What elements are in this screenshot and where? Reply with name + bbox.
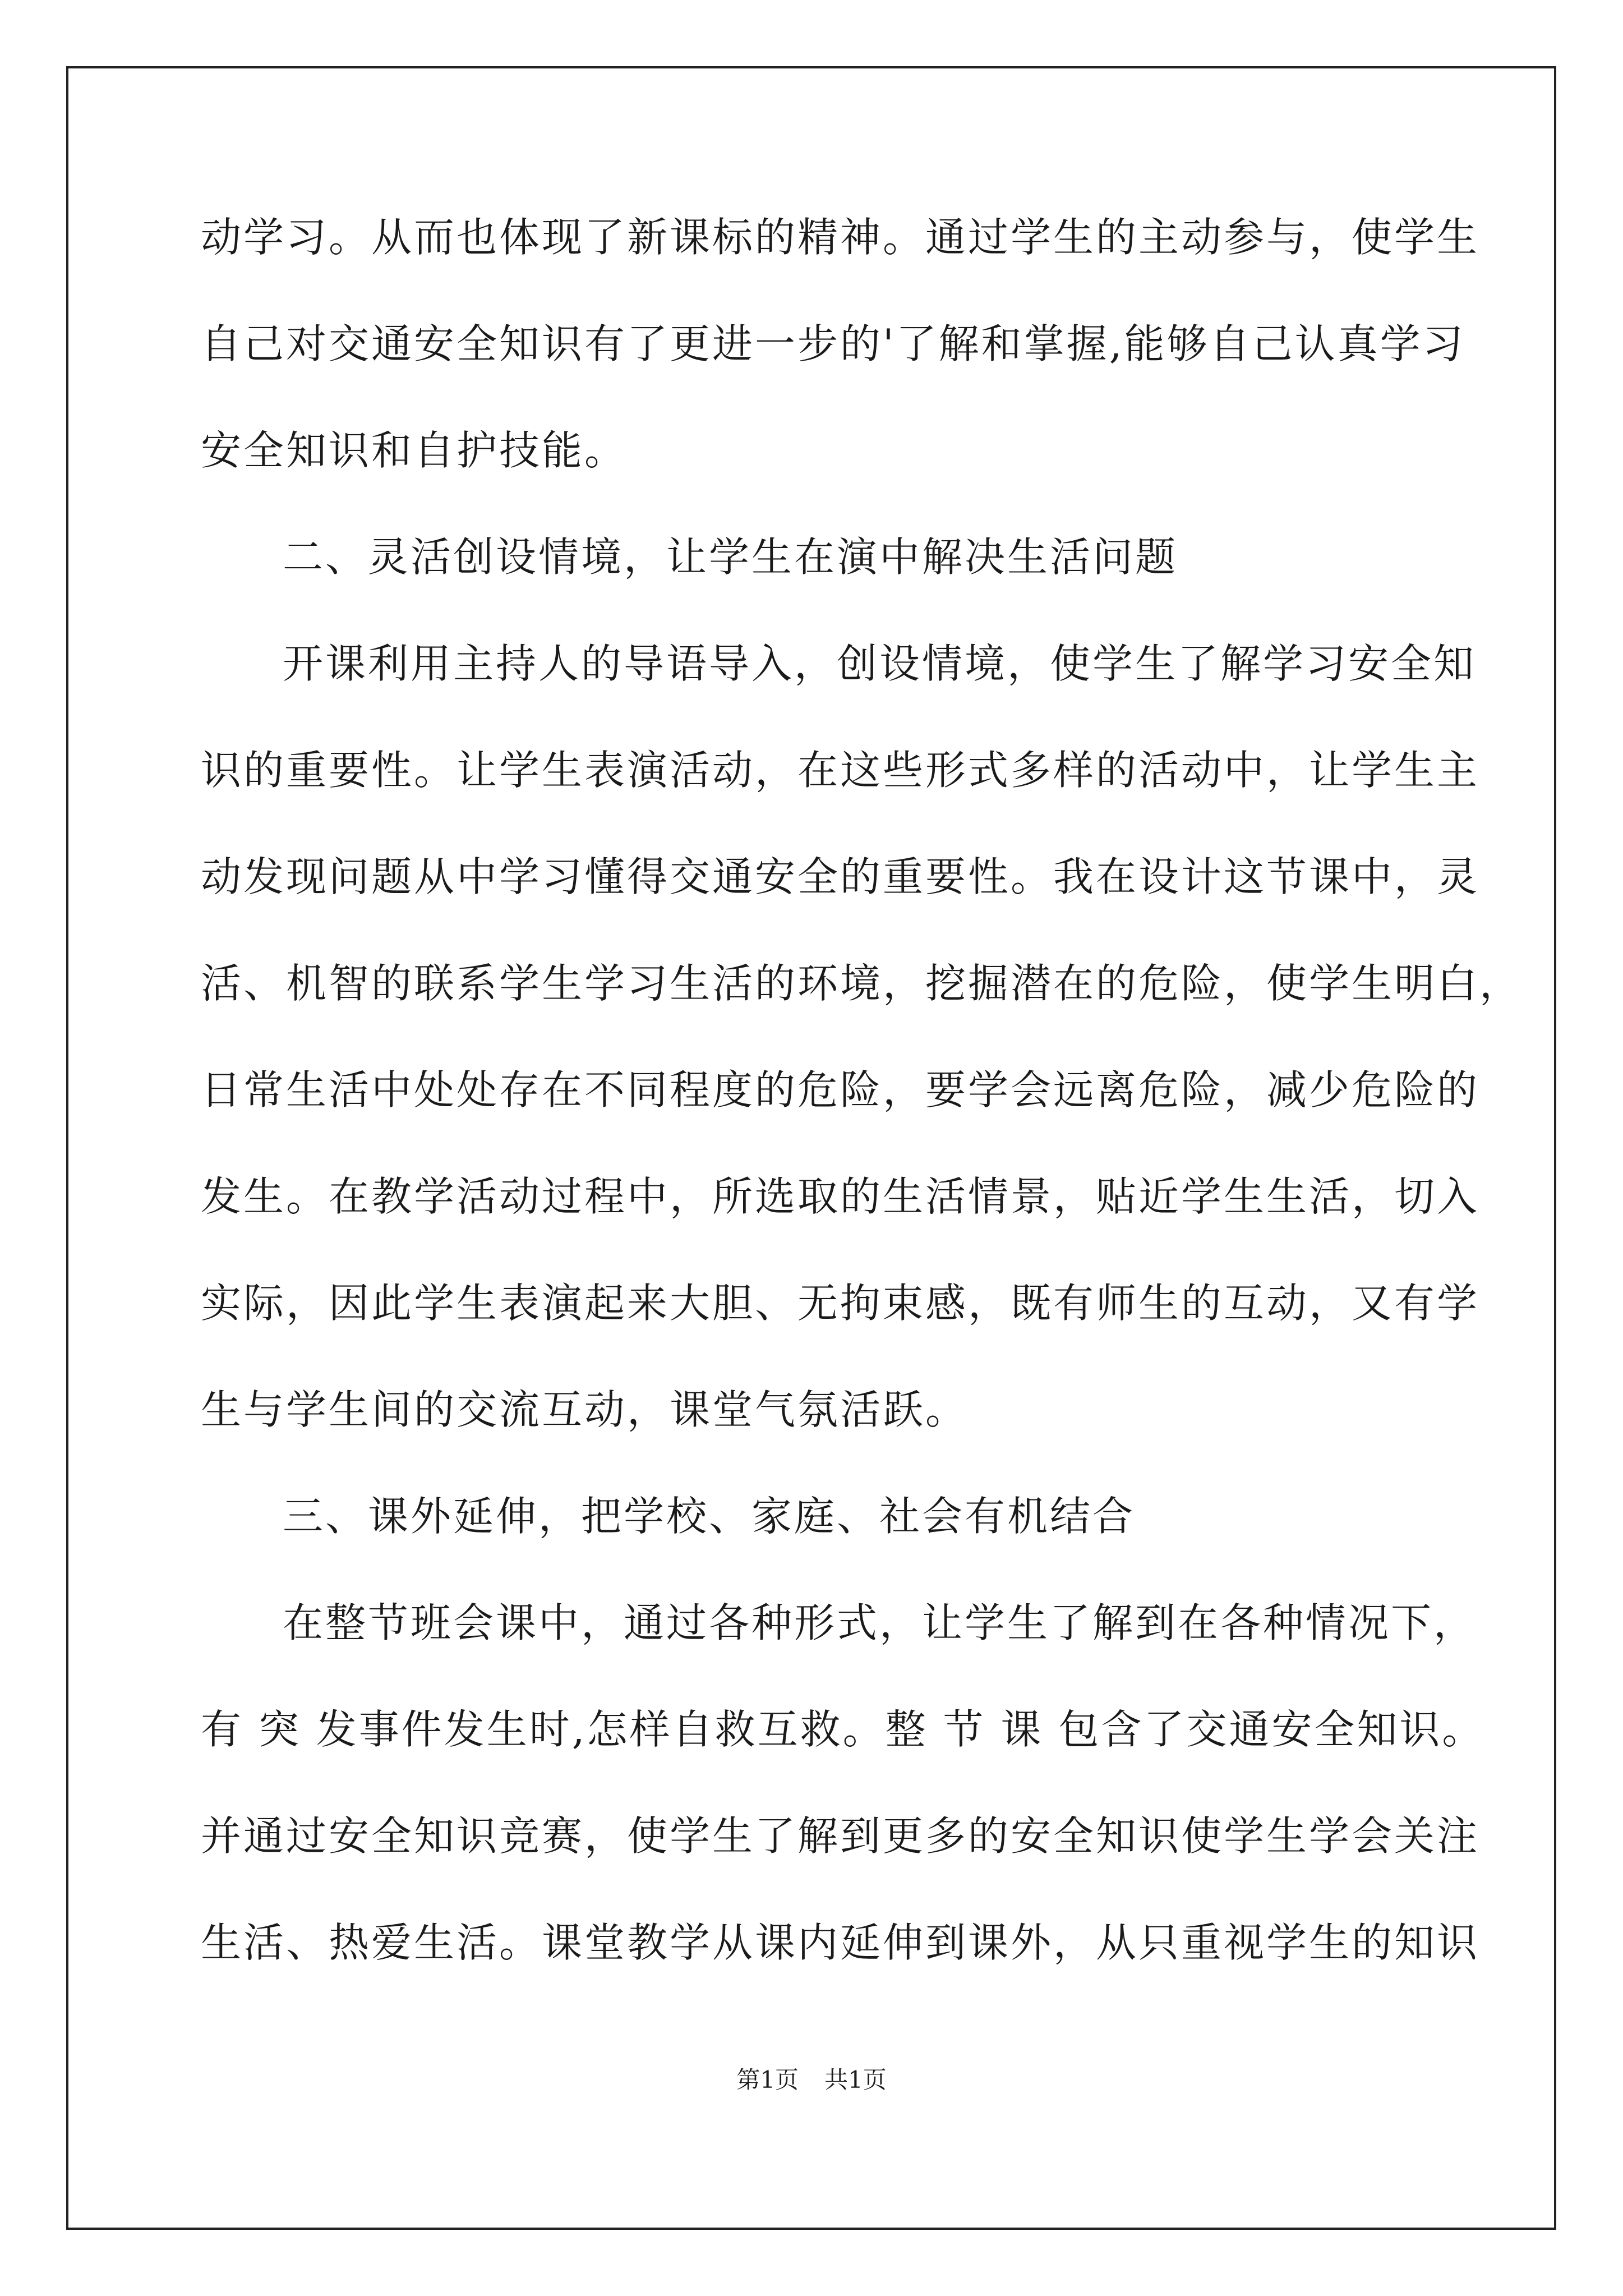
page-footer — [0, 2064, 1623, 2096]
text-line: 在整节班会课中，通过各种形式，让学生了解到在各种情况下， — [283, 1599, 1477, 1646]
page-number: 第1页 — [736, 2066, 799, 2093]
section-heading: 三、课外延伸，把学校、家庭、社会有机结合 — [283, 1493, 1136, 1540]
text-line: 有 突 发事件发生时,怎样自救互救。整 节 课 包含了交通安全知识。 — [201, 1706, 1485, 1753]
text-line: 生与学生间的交流互动，课堂气氛活跃。 — [201, 1386, 969, 1433]
page-border — [66, 66, 1556, 2230]
text-line: 活、机智的联系学生学习生活的环境，挖掘潜在的危险，使学生明白， — [201, 960, 1523, 1007]
section-heading: 二、灵活创设情境，让学生在演中解决生活问题 — [283, 533, 1178, 581]
text-line: 实际，因此学生表演起来大胆、无拘束感，既有师生的互动，又有学 — [201, 1280, 1480, 1327]
text-line: 生活、热爱生活。课堂教学从课内延伸到课外，从只重视学生的知识 — [201, 1919, 1480, 1966]
text-line: 自己对交通安全知识有了更进一步的'了解和掌握,能够自己认真学习 — [201, 320, 1465, 367]
text-line: 日常生活中处处存在不同程度的危险，要学会远离危险，减少危险的 — [201, 1066, 1480, 1114]
text-line: 发生。在教学活动过程中，所选取的生活情景，贴近学生生活，切入 — [201, 1173, 1480, 1220]
text-line: 并通过安全知识竞赛，使学生了解到更多的安全知识使学生学会关注 — [201, 1812, 1480, 1860]
text-line: 安全知识和自护技能。 — [201, 427, 628, 474]
text-line: 识的重要性。让学生表演活动，在这些形式多样的活动中，让学生主 — [201, 747, 1480, 794]
text-line: 动学习。从而也体现了新课标的精神。通过学生的主动参与，使学生 — [201, 214, 1480, 261]
page-total: 共1页 — [824, 2066, 887, 2093]
text-line: 动发现问题从中学习懂得交通安全的重要性。我在设计这节课中，灵 — [201, 853, 1480, 900]
text-line: 开课利用主持人的导语导入，创设情境，使学生了解学习安全知 — [283, 640, 1477, 687]
